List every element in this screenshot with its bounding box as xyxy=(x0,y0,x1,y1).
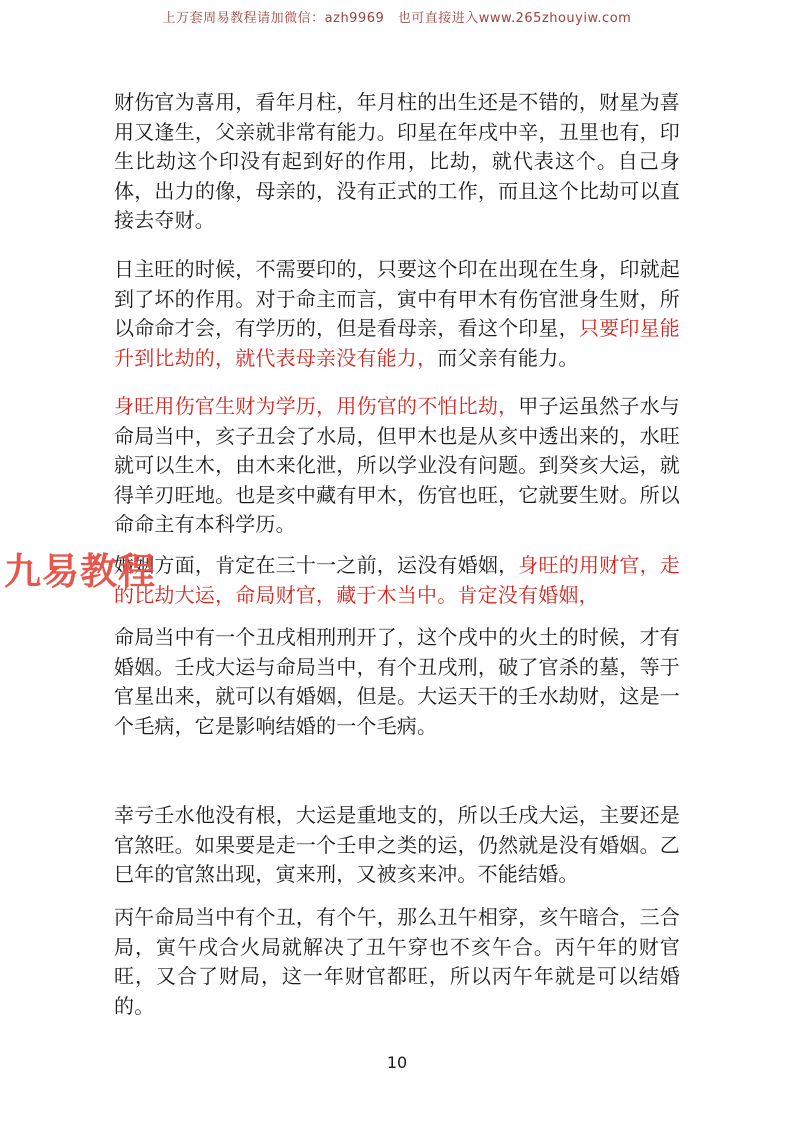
header-promo-text: 上万套周易教程请加微信：azh9969 也可直接进入www.265zhouyiw.com xyxy=(162,11,632,26)
paragraph-segment: 而父亲有能力。 xyxy=(437,345,579,370)
watermark-logo-text: 九易教程 xyxy=(4,550,156,593)
paragraph-4 xyxy=(114,551,680,610)
paragraph-5 xyxy=(114,623,680,741)
page-number: 10 xyxy=(386,1053,408,1072)
paragraph-segment-highlight: 只要印星能升到比劫的，就代表母亲没有能力， xyxy=(114,316,680,370)
paragraph-segment-highlight: 身旺用伤官生财为学历，用伤官的不怕比劫， xyxy=(114,394,519,418)
paragraph-3 xyxy=(114,392,680,540)
paragraph-1 xyxy=(114,88,680,236)
paragraph-6 xyxy=(114,801,680,890)
paragraph-segment: 幸亏壬水他没有根，大运是重地支的，所以壬戌大运，主要还是官煞旺。如果要是走一个壬申之类的运，仍然就是没有婚姻。乙巳年的官煞出现，寅来刑，又被亥来冲。不能结婚。 xyxy=(114,803,680,886)
paragraph-segment: 命局当中有一个丑戌相刑刑开了，这个戌中的火土的时候，才有婚姻。壬戌大运与命局当中，有个丑戌刑，破了官杀的墓，等于官星出来，就可以有婚姻，但是。大运天干的壬水劫财，这是一个毛病，它是影响结婚的一个毛病。 xyxy=(114,625,680,738)
paragraph-7 xyxy=(114,903,680,1021)
paragraph-2 xyxy=(114,255,680,373)
paragraph-segment-highlight: 身旺的用财官，走的比劫大运，命局财官，藏于木当中。肯定没有婚姻， xyxy=(114,553,680,607)
paragraph-segment: 婚姻方面，肯定在三十一之前，运没有婚姻， xyxy=(114,553,519,577)
paragraph-segment: 甲子运虽然子水与命局当中，亥子丑会了水局，但甲木也是从亥中透出来的，水旺就可以生木，由木来化泄，所以学业没有问题。到癸亥大运，就得羊刃旺地。也是亥中藏有甲木，伤官也旺，它就要生财。所以命命主有本科学历。 xyxy=(114,394,680,536)
paragraph-segment: 日主旺的时候，不需要印的，只要这个印在出现在生身，印就起到了坏的作用。对于命主而言，寅中有甲木有伤官泄身生财，所以命命才会，有学历的，但是看母亲，看这个印星， xyxy=(114,257,680,340)
paragraph-segment: 财伤官为喜用，看年月柱，年月柱的出生还是不错的，财星为喜用又逢生，父亲就非常有能力。印星在年戌中辛，丑里也有，印生比劫这个印没有起到好的作用，比劫，就代表这个。自己身体，出力的像，母亲的，没有正式的工作，而且这个比劫可以直接去夺财。 xyxy=(114,90,680,232)
paragraph-segment: 丙午命局当中有个丑，有个午，那么丑午相穿，亥午暗合，三合局，寅午戌合火局就解决了丑午穿也不亥午合。丙午年的财官旺，又合了财局，这一年财官都旺，所以丙午年就是可以结婚的。 xyxy=(114,905,680,1018)
